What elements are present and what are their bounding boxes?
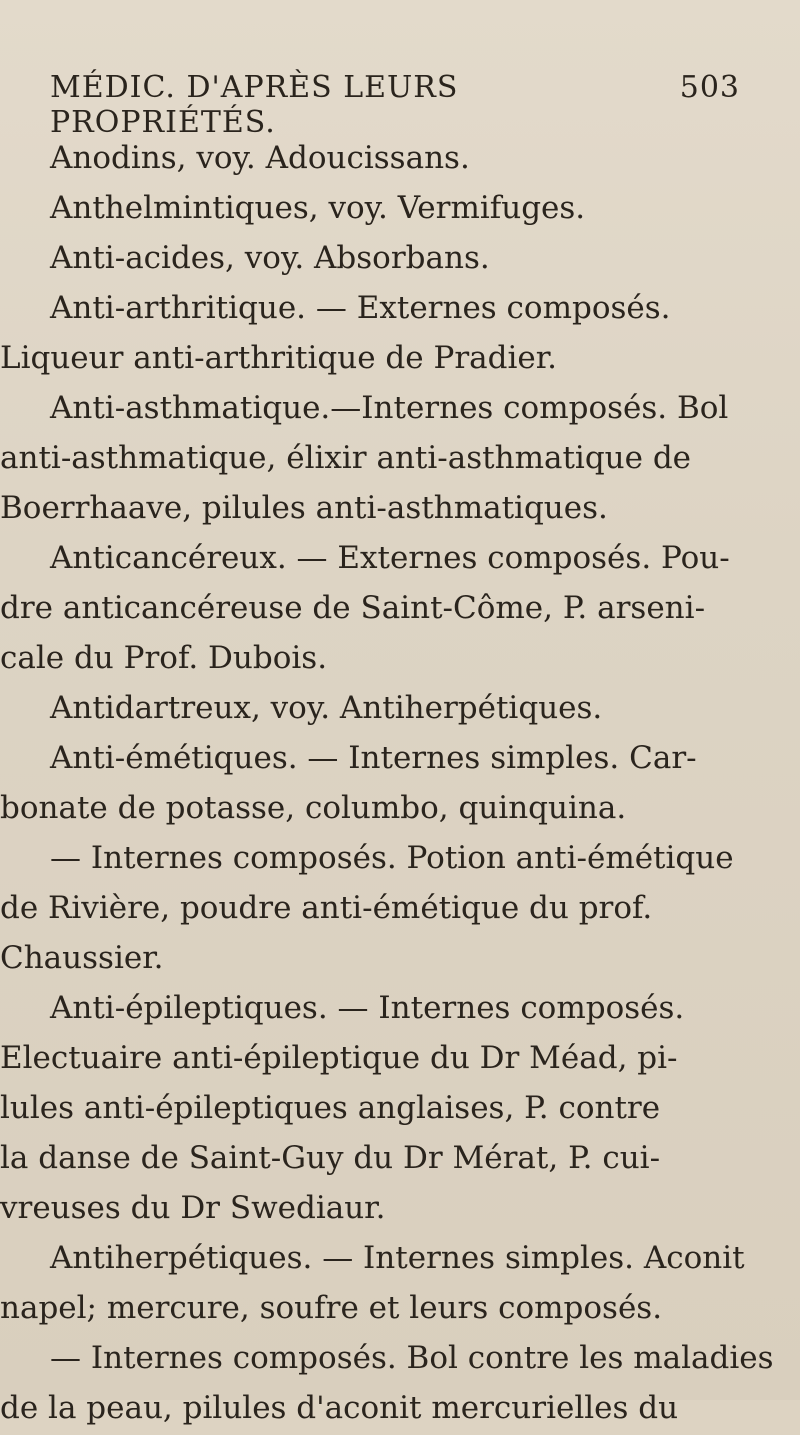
text-line: napel; mercure, soufre et leurs composés. bbox=[0, 1290, 663, 1326]
text-line: la danse de Saint-Guy du Dr Mérat, P. cui- bbox=[0, 1140, 661, 1176]
text-line: vreuses du Dr Swediaur. bbox=[0, 1190, 386, 1226]
text-line: dre anticancéreuse de Saint-Côme, P. arseni- bbox=[0, 590, 706, 626]
text-line: Anti-épileptiques. — Internes composés. bbox=[50, 990, 685, 1026]
text-line: Antiherpétiques. — Internes simples. Aconit bbox=[50, 1240, 745, 1276]
page-number: 503 bbox=[679, 70, 740, 105]
text-line: anti-asthmatique, élixir anti-asthmatique de bbox=[0, 440, 692, 476]
text-line: lules anti-épileptiques anglaises, P. contre bbox=[0, 1090, 661, 1126]
text-line: Anti-émétiques. — Internes simples. Car- bbox=[50, 740, 697, 776]
text-line: Liqueur anti-arthritique de Pradier. bbox=[0, 340, 558, 376]
text-line: Chaussier. bbox=[0, 940, 164, 976]
text-line: Boerrhaave, pilules anti-asthmatiques. bbox=[0, 490, 608, 526]
text-line: cale du Prof. Dubois. bbox=[0, 640, 328, 676]
text-line: — Internes composés. Bol contre les maladies bbox=[50, 1340, 774, 1376]
text-line: de Rivière, poudre anti-émétique du prof. bbox=[0, 890, 653, 926]
page-body bbox=[0, 135, 776, 1435]
text-line: Anti-asthmatique.—Internes composés. Bol bbox=[50, 390, 729, 426]
text-line: bonate de potasse, columbo, quinquina. bbox=[0, 790, 627, 826]
text-line: Antidartreux, voy. Antiherpétiques. bbox=[50, 690, 603, 726]
text-line: Anthelmintiques, voy. Vermifuges. bbox=[50, 190, 586, 226]
running-header bbox=[50, 70, 740, 140]
text-line: Anti-arthritique. — Externes composés. bbox=[50, 290, 671, 326]
text-line: — Internes composés. Potion anti-émétique bbox=[50, 840, 734, 876]
text-line: de la peau, pilules d'aconit mercurielles du bbox=[0, 1390, 679, 1426]
text-line: Anodins, voy. Adoucissans. bbox=[50, 140, 470, 176]
text-line: Anticancéreux. — Externes composés. Pou- bbox=[50, 540, 730, 576]
text-line: Anti-acides, voy. Absorbans. bbox=[50, 240, 490, 276]
text-line: Electuaire anti-épileptique du Dr Méad, pi- bbox=[0, 1040, 678, 1076]
header-title: MÉDIC. D'APRÈS LEURS PROPRIÉTÉS. bbox=[50, 70, 459, 140]
